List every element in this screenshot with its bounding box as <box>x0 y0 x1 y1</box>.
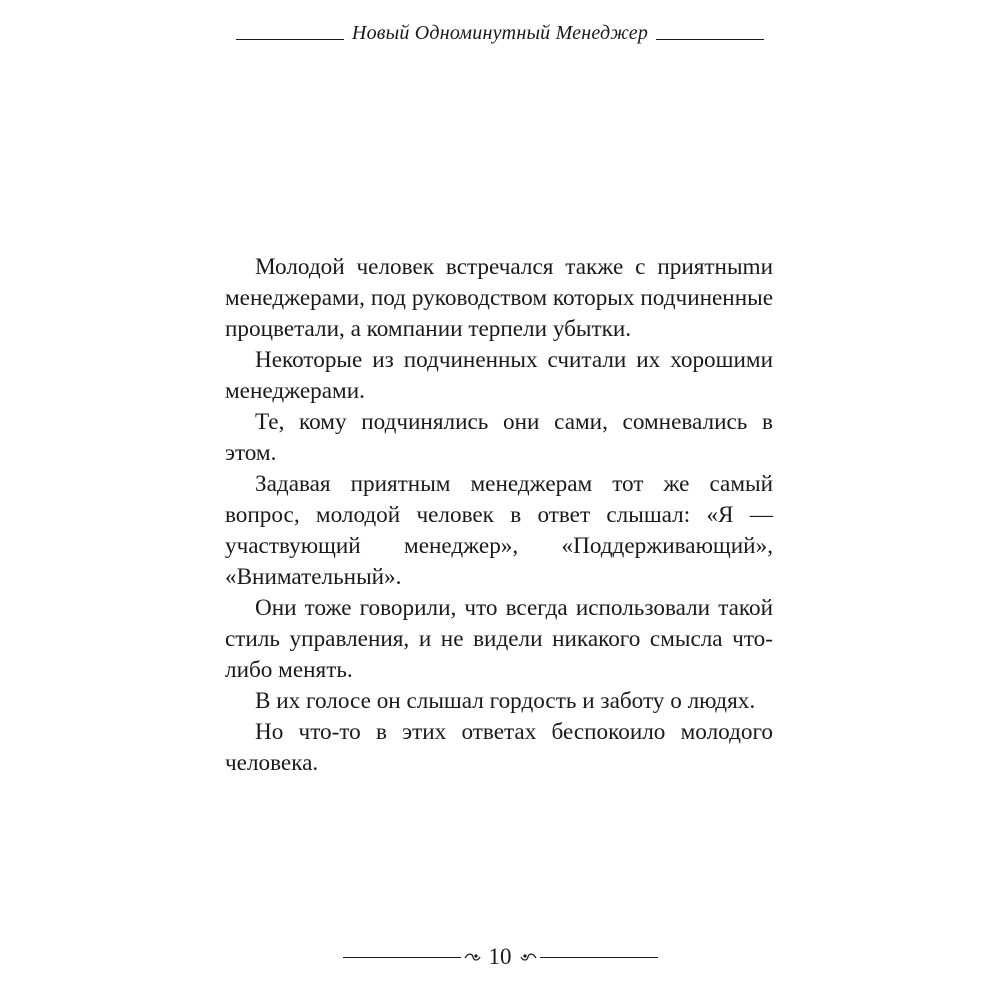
paragraph: Молодой человек встречался также с приятныmи менеджерами, под руководством которых подчиненные процветали, а компании терпели убытки. <box>225 254 773 342</box>
folio-rule-left <box>343 957 461 958</box>
swash-ornament-icon <box>519 951 537 963</box>
folio-rule-right <box>540 957 658 958</box>
header-rule-left <box>236 39 344 40</box>
paragraph: Но что-то в этих ответах беспокоило молодого человека. <box>225 719 773 776</box>
paragraph: В их голосе он слышал гордость и заботу о людях. <box>255 688 756 714</box>
page-number: 10 <box>488 944 512 969</box>
swash-ornament-icon <box>464 951 482 963</box>
paragraph: Те, кому подчинялись они сами, сомневались в этом. <box>225 409 773 466</box>
paragraph: Задавая приятным менеджерам тот же самый вопрос, молодой человек в ответ слышал: «Я — участвующий менеджер», «Поддерживающий», «Внимательный». <box>225 471 773 590</box>
header-rule-right <box>656 39 764 40</box>
running-header <box>0 22 1000 45</box>
page-folio <box>0 944 1000 970</box>
paragraph: Они тоже говорили, что всегда использовали такой стиль управления, и не видели никакого смысла что-либо менять. <box>225 595 773 683</box>
body-text <box>225 252 773 779</box>
running-title: Новый Одноминутный Менеджер <box>351 22 649 44</box>
paragraph: Некоторые из подчиненных считали их хорошими менеджерами. <box>225 347 773 404</box>
